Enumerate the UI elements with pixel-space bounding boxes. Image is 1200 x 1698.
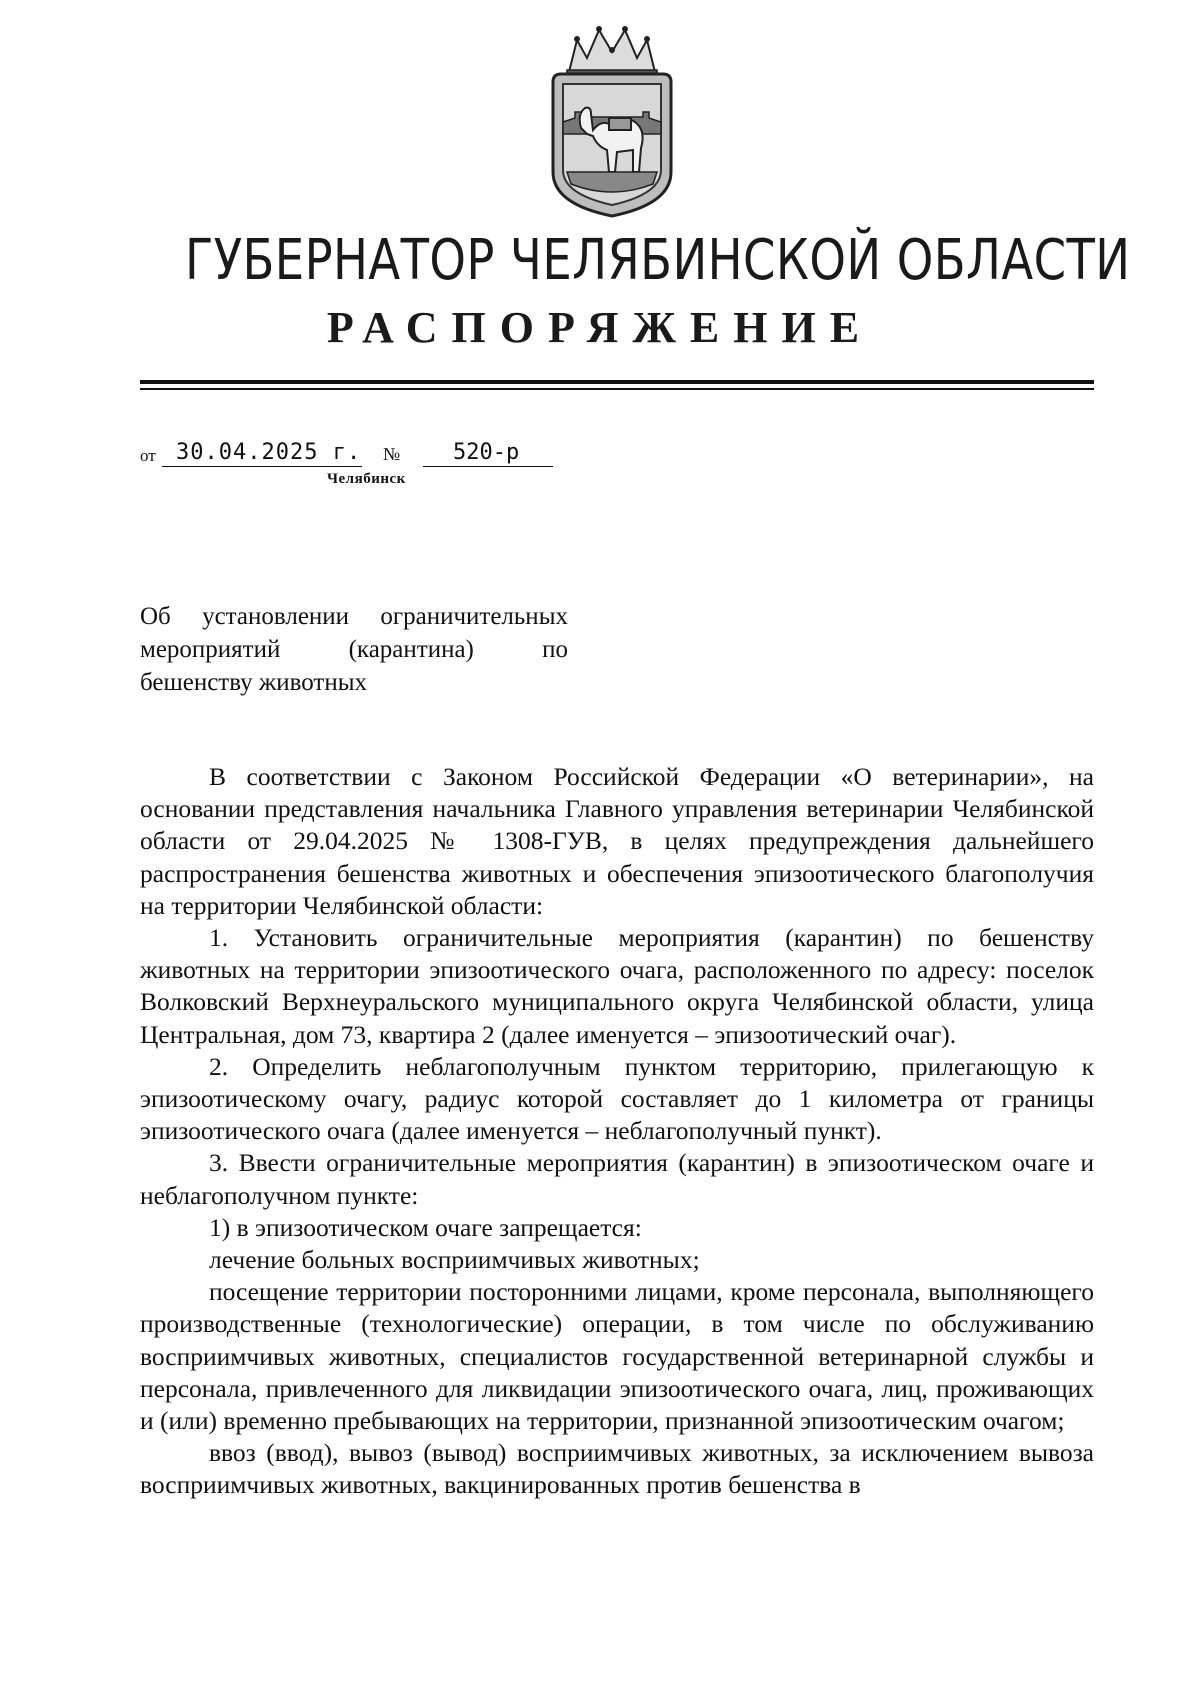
body-paragraph: посещение территории посторонними лицами, кроме персонала, выполняющего производственные (технологические) операции, в том числе по обслуживанию восприимчивых животных, специалистов государственной ветеринарной службы и персонала, привлеченного для ликвидации эпизоотического очага, лиц, проживающих и (или) временно пребывающих на территории, признанной эпизоотическим очагом;	[140, 1277, 1094, 1436]
body-paragraph: ввоз (ввод), вывоз (вывод) восприимчивых животных, за исключением вывоза восприимчивых животных, вакцинированных против бешенства в	[140, 1438, 1094, 1500]
document-subject	[140, 600, 568, 699]
body-paragraph: 1) в эпизоотическом очаге запрещается:	[209, 1212, 642, 1242]
body-paragraph: 1. Установить ограничительные мероприятия (карантин) по бешенству животных на территории эпизоотического очага, расположенного по адресу: поселок Волковский Верхнеуральского муниципального округа Челябинской области, улица Центральная, дом 73, квартира 2 (далее именуется – эпизоотический очаг).	[140, 923, 1094, 1049]
document-type: РАСПОРЯЖЕНИЕ	[326, 303, 874, 352]
subject-line: Об установлении ограничительных	[140, 603, 568, 630]
body-paragraph: В соответствии с Законом Российской Федерации «О ветеринарии», на основании представления начальника Главного управления ветеринарии Челябинской области от 29.04.2025 № 1308-ГУВ, в целях предупреждения дальнейшего распространения бешенства животных и обеспечения эпизоотического благополучия на территории Челябинской области:	[140, 762, 1094, 920]
crown-icon	[567, 26, 657, 78]
subject-line: бешенству животных	[140, 669, 367, 696]
document-date: 30.04.2025 г.	[162, 440, 362, 467]
body-paragraph: 2. Определить неблагополучным пунктом территорию, прилегающую к эпизоотическому очагу, радиус которой составляет до 1 километра от границы эпизоотического очага (далее именуется – неблагополучный пункт).	[140, 1051, 1094, 1146]
header-rule-thin	[140, 388, 1094, 390]
document-body	[140, 761, 1094, 1502]
body-paragraph: лечение больных восприимчивых животных;	[209, 1245, 700, 1275]
number-sign: №	[383, 444, 401, 464]
header-rule-thick	[140, 380, 1094, 384]
document-city: Челябинск	[327, 471, 406, 487]
authority-title: ГУБЕРНАТОР ЧЕЛЯБИНСКОЙ ОБЛАСТИ	[185, 228, 1131, 293]
date-prefix: от	[140, 446, 156, 465]
coat-of-arms-emblem	[547, 22, 677, 218]
document-number: 520-р	[423, 440, 553, 467]
subject-line: мероприятий (карантина) по	[140, 636, 568, 663]
body-paragraph: 3. Ввести ограничительные мероприятия (карантин) в эпизоотическом очаге и неблагополучном пункте:	[140, 1148, 1094, 1210]
